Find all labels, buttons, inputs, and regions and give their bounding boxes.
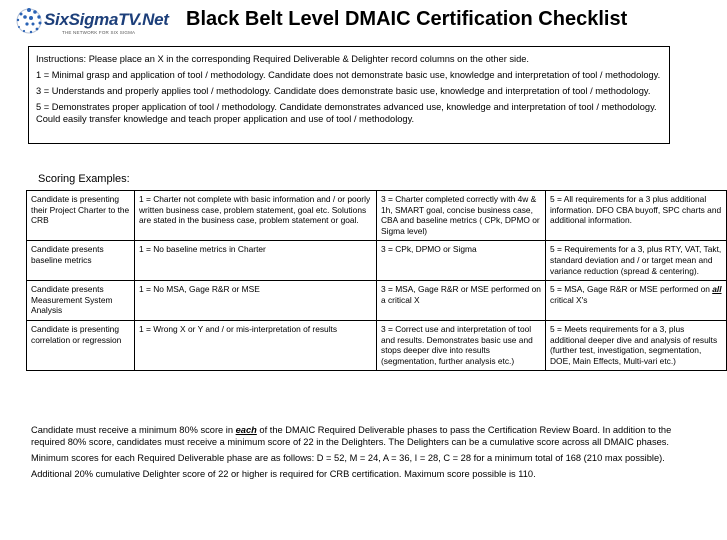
page-title: Black Belt Level DMAIC Certification Checklist bbox=[186, 8, 628, 30]
table-row bbox=[27, 241, 727, 281]
table-cell-score-3: 3 = CPk, DPMO or Sigma bbox=[377, 241, 546, 281]
delighter-score-paragraph: Additional 20% cumulative Delighter score of 22 or higher is required for CRB certification. Maximum score possible is 110. bbox=[31, 469, 536, 479]
table-cell-topic: Candidate is presenting their Project Charter to the CRB bbox=[27, 191, 135, 241]
requirements-notes bbox=[31, 424, 691, 484]
score-5-text-emphasis: all bbox=[712, 284, 722, 295]
requirements-paragraph bbox=[31, 424, 691, 448]
table-cell-score-3: 3 = Charter completed correctly with 4w & 1h, SMART goal, concise business case, CBA and baseline metrics ( CPk, DPMO or Sigma level) bbox=[377, 191, 546, 241]
minimum-scores-paragraph: Minimum scores for each Required Deliverable phase are as follows: D = 52, M = 24, A = 36, I = 28, C = 28 for a minimum total of 168 (210 max possible). bbox=[31, 453, 665, 463]
instructions-line: 5 = Demonstrates proper application of tool / methodology. Candidate demonstrates advanced use, knowledge and interpretation of tool / methodology. Could easily transfer knowledge and teach proper application and use of tool / methodology. bbox=[36, 102, 657, 124]
instructions-line: 3 = Understands and properly applies tool / methodology. Candidate does demonstrate basic use, knowledge and interpretation of tool / methodology. bbox=[36, 86, 651, 96]
table-cell-topic: Candidate presents baseline metrics bbox=[27, 241, 135, 281]
table-cell-score-5 bbox=[546, 281, 727, 321]
globe-icon bbox=[14, 6, 44, 36]
logo-tagline: THE NETWORK FOR SIX SIGMA bbox=[62, 30, 136, 35]
scoring-examples-label: Scoring Examples: bbox=[38, 173, 130, 185]
table-row bbox=[27, 281, 727, 321]
table-cell-topic: Candidate presents Measurement System Analysis bbox=[27, 281, 135, 321]
table-cell-score-1: 1 = Wrong X or Y and / or mis-interpretation of results bbox=[135, 320, 377, 370]
instructions-line: 1 = Minimal grasp and application of tool / methodology. Candidate does not demonstrate basic use, knowledge and interpretation of tool / methodology. bbox=[36, 70, 661, 80]
logo bbox=[14, 6, 174, 40]
instructions-box bbox=[28, 46, 670, 144]
table-cell-score-5: 5 = Meets requirements for a 3, plus additional deeper dive and analysis of results (further test, investigation, segmentation, DOE, Main Effects, Multi-vari etc.) bbox=[546, 320, 727, 370]
instructions-line: Instructions: Please place an X in the corresponding Required Deliverable & Delighter record columns on the other side. bbox=[36, 54, 530, 64]
logo-text: SixSigmaTV.Net bbox=[44, 10, 169, 29]
table-cell-score-1: 1 = Charter not complete with basic information and / or poorly written business case, problem statement, goal etc. Solutions are stated in the business case, problem statement or goal. bbox=[135, 191, 377, 241]
requirements-text-post: of the DMAIC Required Deliverable phases to pass the Certification Review Board. In addition to the required 80% score, candidates must receive a minimum score of 22 in the Delighters. The Delighters can be a cumulative score across all DMAIC phases. bbox=[31, 425, 672, 447]
table-cell-score-3: 3 = Correct use and interpretation of tool and results. Demonstrates basic use and stops deeper dive into results (segmentation, further analysis etc.) bbox=[377, 320, 546, 370]
table-cell-score-1: 1 = No baseline metrics in Charter bbox=[135, 241, 377, 281]
score-5-text-pre: 5 = MSA, Gage R&R or MSE performed on bbox=[550, 284, 713, 295]
requirements-text-emphasis: each bbox=[235, 425, 257, 435]
scoring-examples-table bbox=[26, 190, 727, 371]
table-cell-score-5: 5 = All requirements for a 3 plus additional information. DFO CBA buyoff, SPC charts and additional information. bbox=[546, 191, 727, 241]
score-5-text-post: critical X's bbox=[550, 294, 588, 305]
table-row bbox=[27, 320, 727, 370]
table-cell-topic: Candidate is presenting correlation or regression bbox=[27, 320, 135, 370]
table-cell-score-3: 3 = MSA, Gage R&R or MSE performed on a critical X bbox=[377, 281, 546, 321]
table-cell-score-1: 1 = No MSA, Gage R&R or MSE bbox=[135, 281, 377, 321]
table-cell-score-5: 5 = Requirements for a 3, plus RTY, VAT, Takt, standard deviation and / or target mean and variance reduction (spread & centering). bbox=[546, 241, 727, 281]
table-row bbox=[27, 191, 727, 241]
requirements-text-pre: Candidate must receive a minimum 80% score in bbox=[31, 425, 236, 435]
